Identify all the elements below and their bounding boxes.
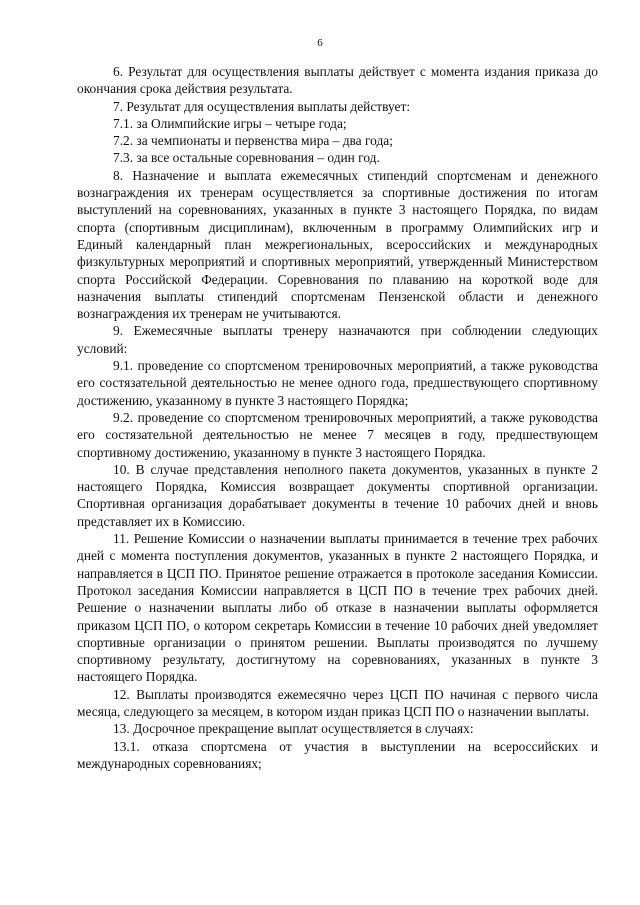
page-number: 6 — [317, 37, 323, 49]
paragraph-13-1: 13.1. отказа спортсмена от участия в выступлении на всероссийских и международных соревнованиях; — [77, 738, 598, 771]
paragraph-12: 12. Выплаты производятся ежемесячно через ЦСП ПО начиная с первого числа месяца, следующего за месяцем, в котором издан приказ ЦСП ПО о назначении выплаты. — [77, 686, 598, 719]
paragraph-11: 11. Решение Комиссии о назначении выплаты принимается в течение трех рабочих дней с момента поступления документов, указанных в пункте 2 настоящего Порядка, и направляется в ЦСП ПО. Принятое решение отражается в протоколе заседания Комиссии. Протокол заседания Комиссии направляется в ЦСП ПО в течение трех рабочих дней. Решение о назначении выплаты либо об отказе в назначении выплаты оформляется приказом ЦСП ПО, о котором секретарь Комиссии в течение 10 рабочих дней уведомляет спортивные организации о принятом решении. Выплаты производятся по лучшему спортивному результату, достигнутому на соревнованиях, указанных в пункте 3 настоящего Порядка. — [77, 531, 598, 685]
document-body — [77, 63, 598, 772]
paragraph-7-2: 7.2. за чемпионаты и первенства мира – два года; — [113, 133, 393, 149]
paragraph-6: 6. Результат для осуществления выплаты действует с момента издания приказа до окончания срока действия результата. — [77, 64, 598, 97]
paragraph-7: 7. Результат для осуществления выплаты действует: — [113, 98, 411, 114]
paragraph-8: 8. Назначение и выплата ежемесячных стипендий спортсменам и денежного вознаграждения их тренерам осуществляется за спортивные достижения по итогам выступлений на соревнованиях, указанных в пункте 3 настоящего Порядка, по видам спорта (спортивным дисциплинам), включенным в программу Олимпийских игр и Единый календарный план межрегиональных, всероссийских и международных физкультурных мероприятий и спортивных мероприятий, утвержденный Министерством спорта Российской Федерации. Соревнования по плаванию на короткой воде для назначения выплаты стипендий спортсменам Пензенской области и денежного вознаграждения их тренерам не учитываются. — [77, 167, 598, 322]
paragraph-7-1: 7.1. за Олимпийские игры – четыре года; — [113, 115, 347, 131]
paragraph-7-3: 7.3. за все остальные соревнования – один год. — [113, 150, 380, 166]
paragraph-13: 13. Досрочное прекращение выплат осуществляется в случаях: — [113, 721, 474, 737]
paragraph-9-2: 9.2. проведение со спортсменом тренировочных мероприятий, а также руководства его состязательной деятельностью не менее 7 месяцев в году, предшествующем спортивному достижению, указанному в пункте 3 настоящего Порядка. — [77, 409, 598, 460]
paragraph-9: 9. Ежемесячные выплаты тренеру назначаются при соблюдении следующих условий: — [77, 323, 598, 356]
paragraph-10: 10. В случае представления неполного пакета документов, указанных в пункте 2 настоящего Порядка, Комиссия возвращает документы спортивной организации. Спортивная организация дорабатывает документы в течение 10 рабочих дней и вновь представляет их в Комиссию. — [77, 461, 598, 529]
paragraph-9-1: 9.1. проведение со спортсменом тренировочных мероприятий, а также руководства его состязательной деятельностью не менее одного года, предшествующего спортивному достижению, указанному в пункте 3 настоящего Порядка; — [77, 358, 598, 408]
